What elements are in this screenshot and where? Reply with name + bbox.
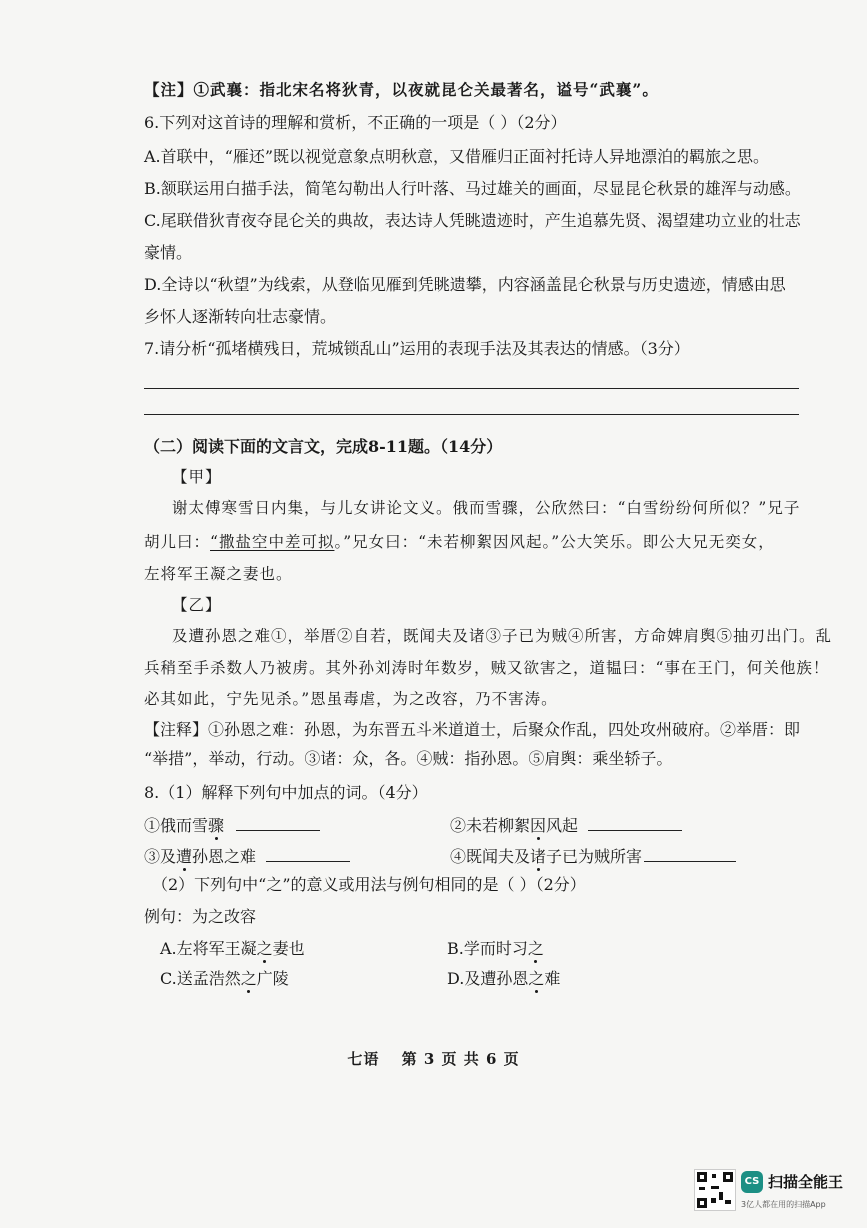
q8-option-a-text: A.左将军王凝 — [160, 939, 257, 958]
question-6-option-a: A.首联中，“雁还”既以视觉意象点明秋意，又借雁归正面衬托诗人异地漂泊的羁旅之思。 — [144, 147, 770, 166]
question-7-stem: 7.请分析“孤堵横残日，荒城锁乱山”运用的表现手法及其表达的情感。（3分） — [144, 339, 690, 358]
dotted-word: 因 — [530, 816, 547, 835]
annotation-line-2: “举措”，举动，行动。③诸：众，各。④贼：指孙恩。⑤肩舆：乘坐轿子。 — [144, 749, 673, 768]
passage-yi-line-1: 及遭孙恩之难①，举厝②自若，既闻夫及诸③子已为贼④所害，方命婢肩舆⑤抽刃出门。乱 — [172, 627, 833, 645]
poem-note: 【注】①武襄：指北宋名将狄青，以夜就昆仑关最著名，谥号“武襄”。 — [144, 80, 659, 99]
q8-item-4 — [450, 845, 807, 868]
q8-option-d[interactable] — [447, 968, 807, 990]
q8-option-d-text: D.及遭孙恩 — [447, 969, 529, 988]
passage-yi-line-2: 兵稍至手杀数人乃被虏。其外孙刘涛时年数岁，贼又欲害之，道韫曰：“事在王门，何关他族！ — [144, 659, 830, 677]
answer-line-1[interactable] — [144, 388, 799, 389]
answer-blank-2[interactable] — [588, 814, 682, 831]
passage-jia-text: 。”兄女曰：“未若柳絮因风起。”公大笑乐。即公大兄无奕女， — [334, 533, 775, 551]
q8-item-2-text: 风起 — [546, 816, 579, 835]
passage-jia-line-1: 谢太傅寒雪日内集，与儿女讲论文义。俄而雪骤，公欣然曰：“白雪纷纷何所似？”兄子 — [172, 499, 801, 517]
q8-option-b-text: B.学而时习 — [447, 939, 528, 958]
section-2-heading: （二）阅读下面的文言文，完成8-11题。（14分） — [144, 437, 503, 456]
dotted-word: 之 — [527, 939, 544, 958]
question-6-option-d: D.全诗以“秋望”为线索，从登临见雁到凭眺遗攀，内容涵盖昆仑秋景与历史遗迹，情感由思 — [144, 275, 786, 294]
q8-item-3-text: 孙恩之难 — [192, 847, 257, 866]
qr-code-icon — [694, 1169, 736, 1211]
passage-jia-text: 胡儿曰： — [144, 533, 211, 551]
question-8-part-2: （2）下列句中“之”的意义或用法与例句相同的是（ ）（2分） — [152, 875, 586, 894]
dotted-word: 之 — [256, 939, 273, 958]
passage-jia-line-2 — [144, 531, 807, 553]
scanner-tagline: 3亿人都在用的扫描App — [741, 1200, 826, 1209]
question-8-part-1: 8.（1）解释下列句中加点的词。（4分） — [144, 783, 428, 802]
question-6-option-c: C.尾联借狄青夜夺昆仑关的典故，表达诗人凭眺遗迹时，产生追慕先贤、渴望建功立业的壮志 — [144, 211, 801, 230]
dotted-word: 之 — [528, 969, 545, 988]
q8-item-1-text: ①俄而雪 — [144, 816, 209, 835]
dotted-word: 遭 — [176, 847, 193, 866]
underlined-sentence: “撒盐空中差可拟 — [210, 533, 335, 551]
dotted-word: 诸 — [530, 847, 547, 866]
camscanner-logo: CS — [741, 1171, 763, 1193]
answer-line-2[interactable] — [144, 414, 799, 415]
q8-item-2-text: ②未若柳絮 — [450, 816, 531, 835]
q8-option-b[interactable] — [447, 938, 807, 960]
q8-item-4-text: ④既闻夫及 — [450, 847, 531, 866]
question-6-option-b: B.颔联运用白描手法，简笔勾勒出人行叶落、马过雄关的画面，尽显昆仑秋景的雄浑与动感。 — [144, 179, 801, 198]
question-6-option-c-cont: 豪情。 — [144, 243, 193, 262]
footer-page-number: 第 3 页 共 6 页 — [401, 1050, 520, 1068]
passage-jia-label: 【甲】 — [172, 468, 222, 486]
q8-item-2 — [450, 814, 807, 837]
dotted-word: 之 — [240, 969, 257, 988]
scanner-app-name: 扫描全能王 — [768, 1173, 844, 1191]
q8-item-4-text: 子已为贼所害 — [546, 847, 643, 866]
footer-subject: 七语 — [347, 1050, 380, 1068]
example-sentence: 例句：为之改容 — [144, 907, 257, 926]
q8-option-a-text: 妻也 — [272, 939, 305, 958]
passage-jia-line-3: 左将军王凝之妻也。 — [144, 565, 293, 583]
question-6-option-d-cont: 乡怀人逐渐转向壮志豪情。 — [144, 307, 337, 326]
q8-option-c-text: C.送孟浩然 — [160, 969, 241, 988]
q8-item-3-text: ③及 — [144, 847, 177, 866]
answer-blank-3[interactable] — [266, 845, 350, 862]
answer-blank-1[interactable] — [236, 814, 320, 831]
passage-yi-label: 【乙】 — [172, 596, 222, 614]
q8-option-c-text: 广陵 — [256, 969, 289, 988]
question-6-stem: 6.下列对这首诗的理解和赏析，不正确的一项是（ ）（2分） — [144, 113, 567, 132]
annotation-line-1: 【注释】①孙恩之难：孙恩，为东晋五斗米道道士，后聚众作乱，四处攻州破府。②举厝：即 — [144, 720, 801, 739]
q8-option-d-text: 难 — [544, 969, 561, 988]
dotted-word: 骤 — [208, 816, 225, 835]
answer-blank-4[interactable] — [644, 845, 736, 862]
passage-yi-line-3: 必其如此，宁先见杀。”恩虽毒虐，为之改容，乃不害涛。 — [144, 690, 558, 708]
page-footer — [0, 1048, 867, 1069]
